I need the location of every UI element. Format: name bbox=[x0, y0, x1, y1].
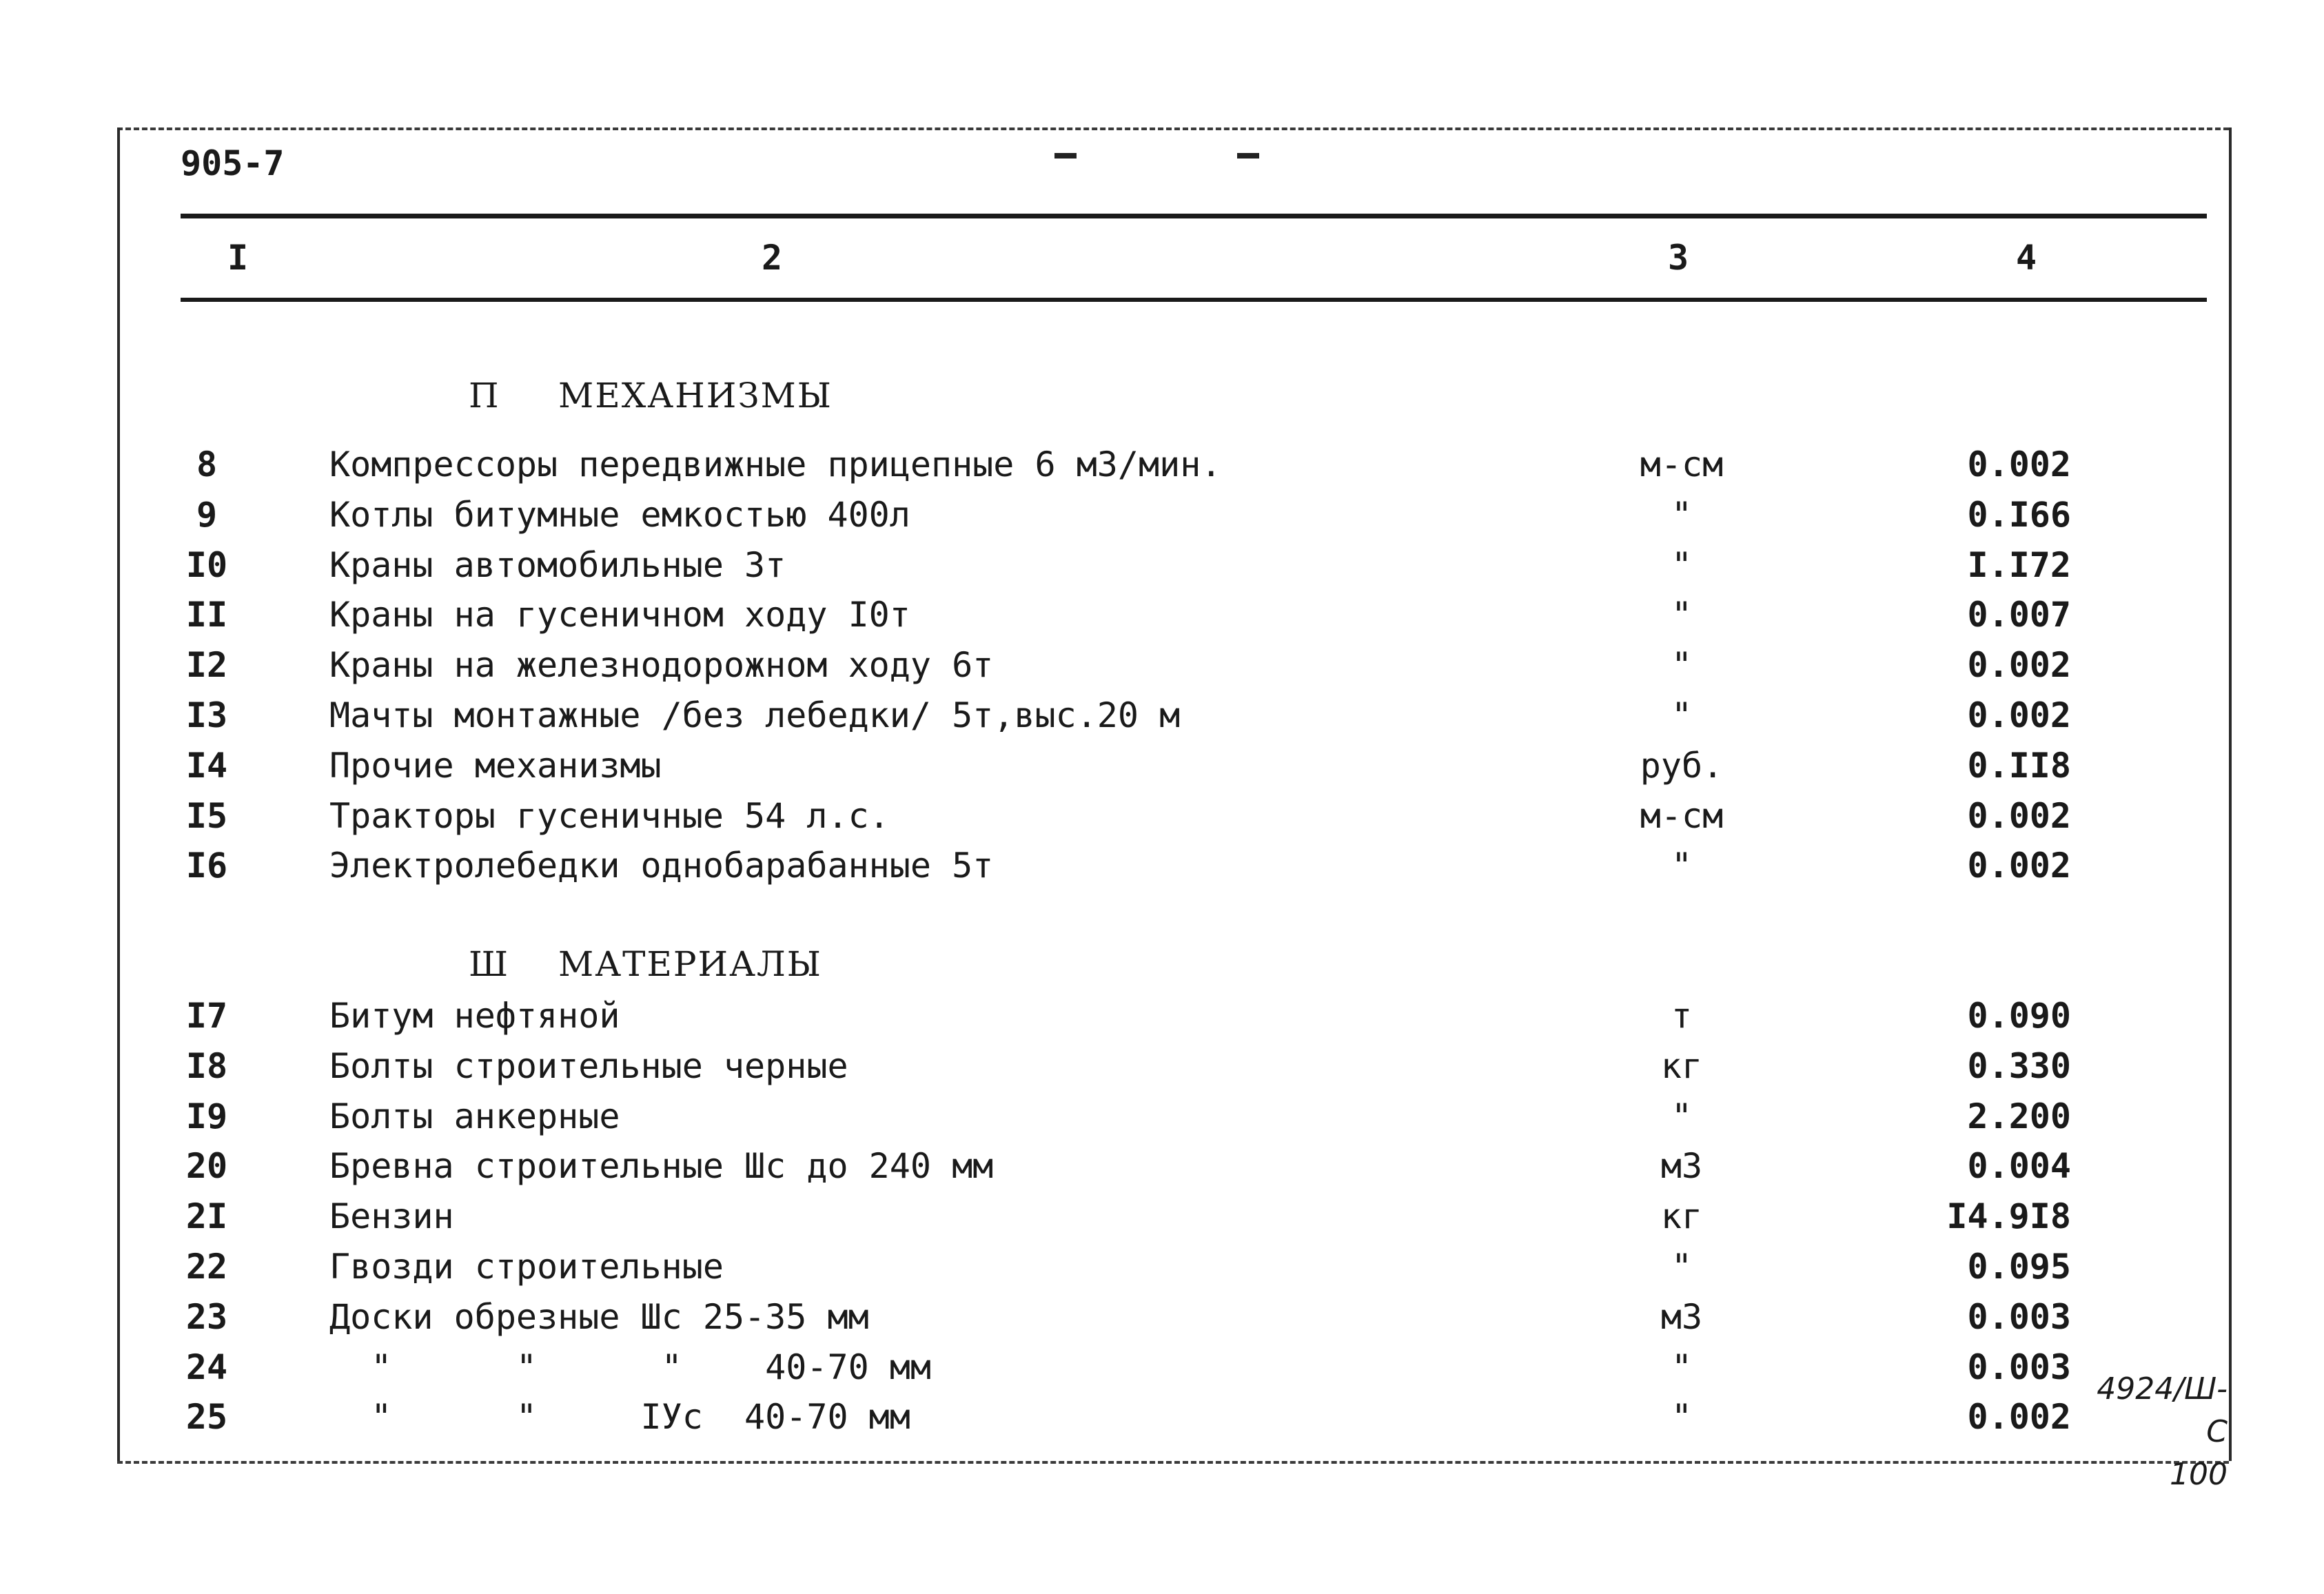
row-unit: " bbox=[1671, 1397, 1693, 1437]
row-name: " " IУс 40-70 мм bbox=[329, 1397, 910, 1437]
row-unit: " bbox=[1671, 695, 1693, 735]
row-qty: I4.9I8 bbox=[1946, 1196, 2071, 1236]
row-name: Битум нефтяной bbox=[329, 996, 620, 1036]
table-row bbox=[0, 495, 2324, 543]
table-row bbox=[0, 1046, 2324, 1094]
row-unit: т bbox=[1671, 996, 1693, 1036]
row-qty: I.I72 bbox=[1967, 545, 2071, 585]
table-header-top-rule bbox=[181, 214, 2207, 218]
row-unit: " bbox=[1671, 1247, 1693, 1287]
row-unit: м-см bbox=[1640, 796, 1724, 836]
row-qty: 0.I66 bbox=[1967, 495, 2071, 535]
section-name: МАТЕРИАЛЫ bbox=[558, 944, 822, 984]
row-unit: " bbox=[1671, 645, 1693, 685]
column-header-2: 2 bbox=[761, 238, 783, 278]
row-unit: " bbox=[1671, 595, 1693, 635]
row-name: Доски обрезные Шс 25-35 мм bbox=[329, 1297, 869, 1337]
table-row bbox=[0, 545, 2324, 593]
row-num: I9 bbox=[185, 1096, 228, 1136]
row-qty: 0.002 bbox=[1967, 445, 2071, 484]
row-unit: кг bbox=[1660, 1046, 1703, 1086]
row-qty: 0.330 bbox=[1967, 1046, 2071, 1086]
row-num: I3 bbox=[185, 695, 228, 735]
row-num: II bbox=[185, 595, 228, 635]
section-roman-numeral: Ш bbox=[469, 944, 510, 984]
row-name: Краны на железнодорожном ходу 6т bbox=[329, 645, 994, 685]
table-row bbox=[0, 846, 2324, 894]
row-qty: 2.200 bbox=[1967, 1096, 2071, 1136]
table-row bbox=[0, 1397, 2324, 1445]
stamp-number: 4924/Ш-С bbox=[2097, 1371, 2228, 1449]
section-title bbox=[469, 376, 833, 416]
column-header-4: 4 bbox=[2015, 238, 2037, 278]
row-qty: 0.002 bbox=[1967, 1397, 2071, 1437]
frame-bottom-border bbox=[117, 1461, 2229, 1464]
row-num: I7 bbox=[185, 996, 228, 1036]
row-qty: 0.007 bbox=[1967, 595, 2071, 635]
table-row bbox=[0, 1347, 2324, 1396]
row-num: I6 bbox=[185, 846, 228, 886]
row-unit: " bbox=[1671, 1096, 1693, 1136]
row-qty: 0.004 bbox=[1967, 1146, 2071, 1186]
table-row bbox=[0, 1096, 2324, 1145]
row-unit: " bbox=[1671, 1347, 1693, 1387]
table-row bbox=[0, 746, 2324, 794]
row-name: Компрессоры передвижные прицепные 6 м3/мин. bbox=[329, 445, 1222, 484]
row-qty: 0.003 bbox=[1967, 1347, 2071, 1387]
row-name: Бревна строительные Шс до 240 мм bbox=[329, 1146, 994, 1186]
column-header-1: I bbox=[227, 238, 249, 278]
row-num: 20 bbox=[185, 1146, 228, 1186]
column-header-3: 3 bbox=[1667, 238, 1689, 278]
archive-stamp bbox=[2076, 1368, 2228, 1496]
row-unit: кг bbox=[1660, 1196, 1703, 1236]
row-name: Тракторы гусеничные 54 л.с. bbox=[329, 796, 890, 836]
row-unit: руб. bbox=[1640, 746, 1724, 786]
row-name: Котлы битумные емкостью 400л bbox=[329, 495, 910, 535]
row-name: Краны автомобильные 3т bbox=[329, 545, 786, 585]
row-num: 25 bbox=[185, 1397, 228, 1437]
row-num: 9 bbox=[196, 495, 218, 535]
section-title bbox=[469, 944, 822, 984]
row-unit: м-см bbox=[1640, 445, 1724, 484]
row-num: I0 bbox=[185, 545, 228, 585]
row-num: I5 bbox=[185, 796, 228, 836]
row-num: 22 bbox=[185, 1247, 228, 1287]
header-dash bbox=[1054, 153, 1077, 159]
header-dash bbox=[1237, 153, 1259, 159]
row-qty: 0.002 bbox=[1967, 645, 2071, 685]
table-row bbox=[0, 796, 2324, 844]
table-row bbox=[0, 595, 2324, 643]
row-unit: м3 bbox=[1660, 1297, 1703, 1337]
row-unit: м3 bbox=[1660, 1146, 1703, 1186]
row-qty: 0.002 bbox=[1967, 796, 2071, 836]
row-name: Болты строительные черные bbox=[329, 1046, 848, 1086]
row-name: Гвозди строительные bbox=[329, 1247, 724, 1287]
row-num: 2I bbox=[185, 1196, 228, 1236]
row-qty: 0.003 bbox=[1967, 1297, 2071, 1337]
table-row bbox=[0, 445, 2324, 493]
document-code: 905-7 bbox=[181, 143, 285, 183]
row-name: Болты анкерные bbox=[329, 1096, 620, 1136]
table-row bbox=[0, 645, 2324, 693]
row-qty: 0.002 bbox=[1967, 846, 2071, 886]
table-row bbox=[0, 1146, 2324, 1194]
row-unit: " bbox=[1671, 495, 1693, 535]
table-row bbox=[0, 1196, 2324, 1245]
row-name: Электролебедки однобарабанные 5т bbox=[329, 846, 994, 886]
row-unit: " bbox=[1671, 545, 1693, 585]
table-row bbox=[0, 1297, 2324, 1345]
table-row bbox=[0, 996, 2324, 1044]
row-qty: 0.002 bbox=[1967, 695, 2071, 735]
row-unit: " bbox=[1671, 846, 1693, 886]
row-qty: 0.095 bbox=[1967, 1247, 2071, 1287]
row-qty: 0.090 bbox=[1967, 996, 2071, 1036]
row-num: I8 bbox=[185, 1046, 228, 1086]
row-num: 8 bbox=[196, 445, 218, 484]
row-name: Мачты монтажные /без лебедки/ 5т,выс.20 м bbox=[329, 695, 1181, 735]
row-num: I4 bbox=[185, 746, 228, 786]
row-name: Бензин bbox=[329, 1196, 454, 1236]
section-name: МЕХАНИЗМЫ bbox=[558, 376, 833, 416]
row-num: 24 bbox=[185, 1347, 228, 1387]
row-name: Краны на гусеничном ходу I0т bbox=[329, 595, 910, 635]
table-row bbox=[0, 1247, 2324, 1295]
stamp-page: 100 bbox=[2170, 1457, 2228, 1492]
row-name: Прочие механизмы bbox=[329, 746, 662, 786]
table-row bbox=[0, 695, 2324, 744]
row-name: " " " 40-70 мм bbox=[329, 1347, 931, 1387]
section-roman-numeral: П bbox=[469, 376, 500, 416]
row-qty: 0.II8 bbox=[1967, 746, 2071, 786]
row-num: 23 bbox=[185, 1297, 228, 1337]
row-num: I2 bbox=[185, 645, 228, 685]
table-header-bottom-rule bbox=[181, 298, 2207, 302]
